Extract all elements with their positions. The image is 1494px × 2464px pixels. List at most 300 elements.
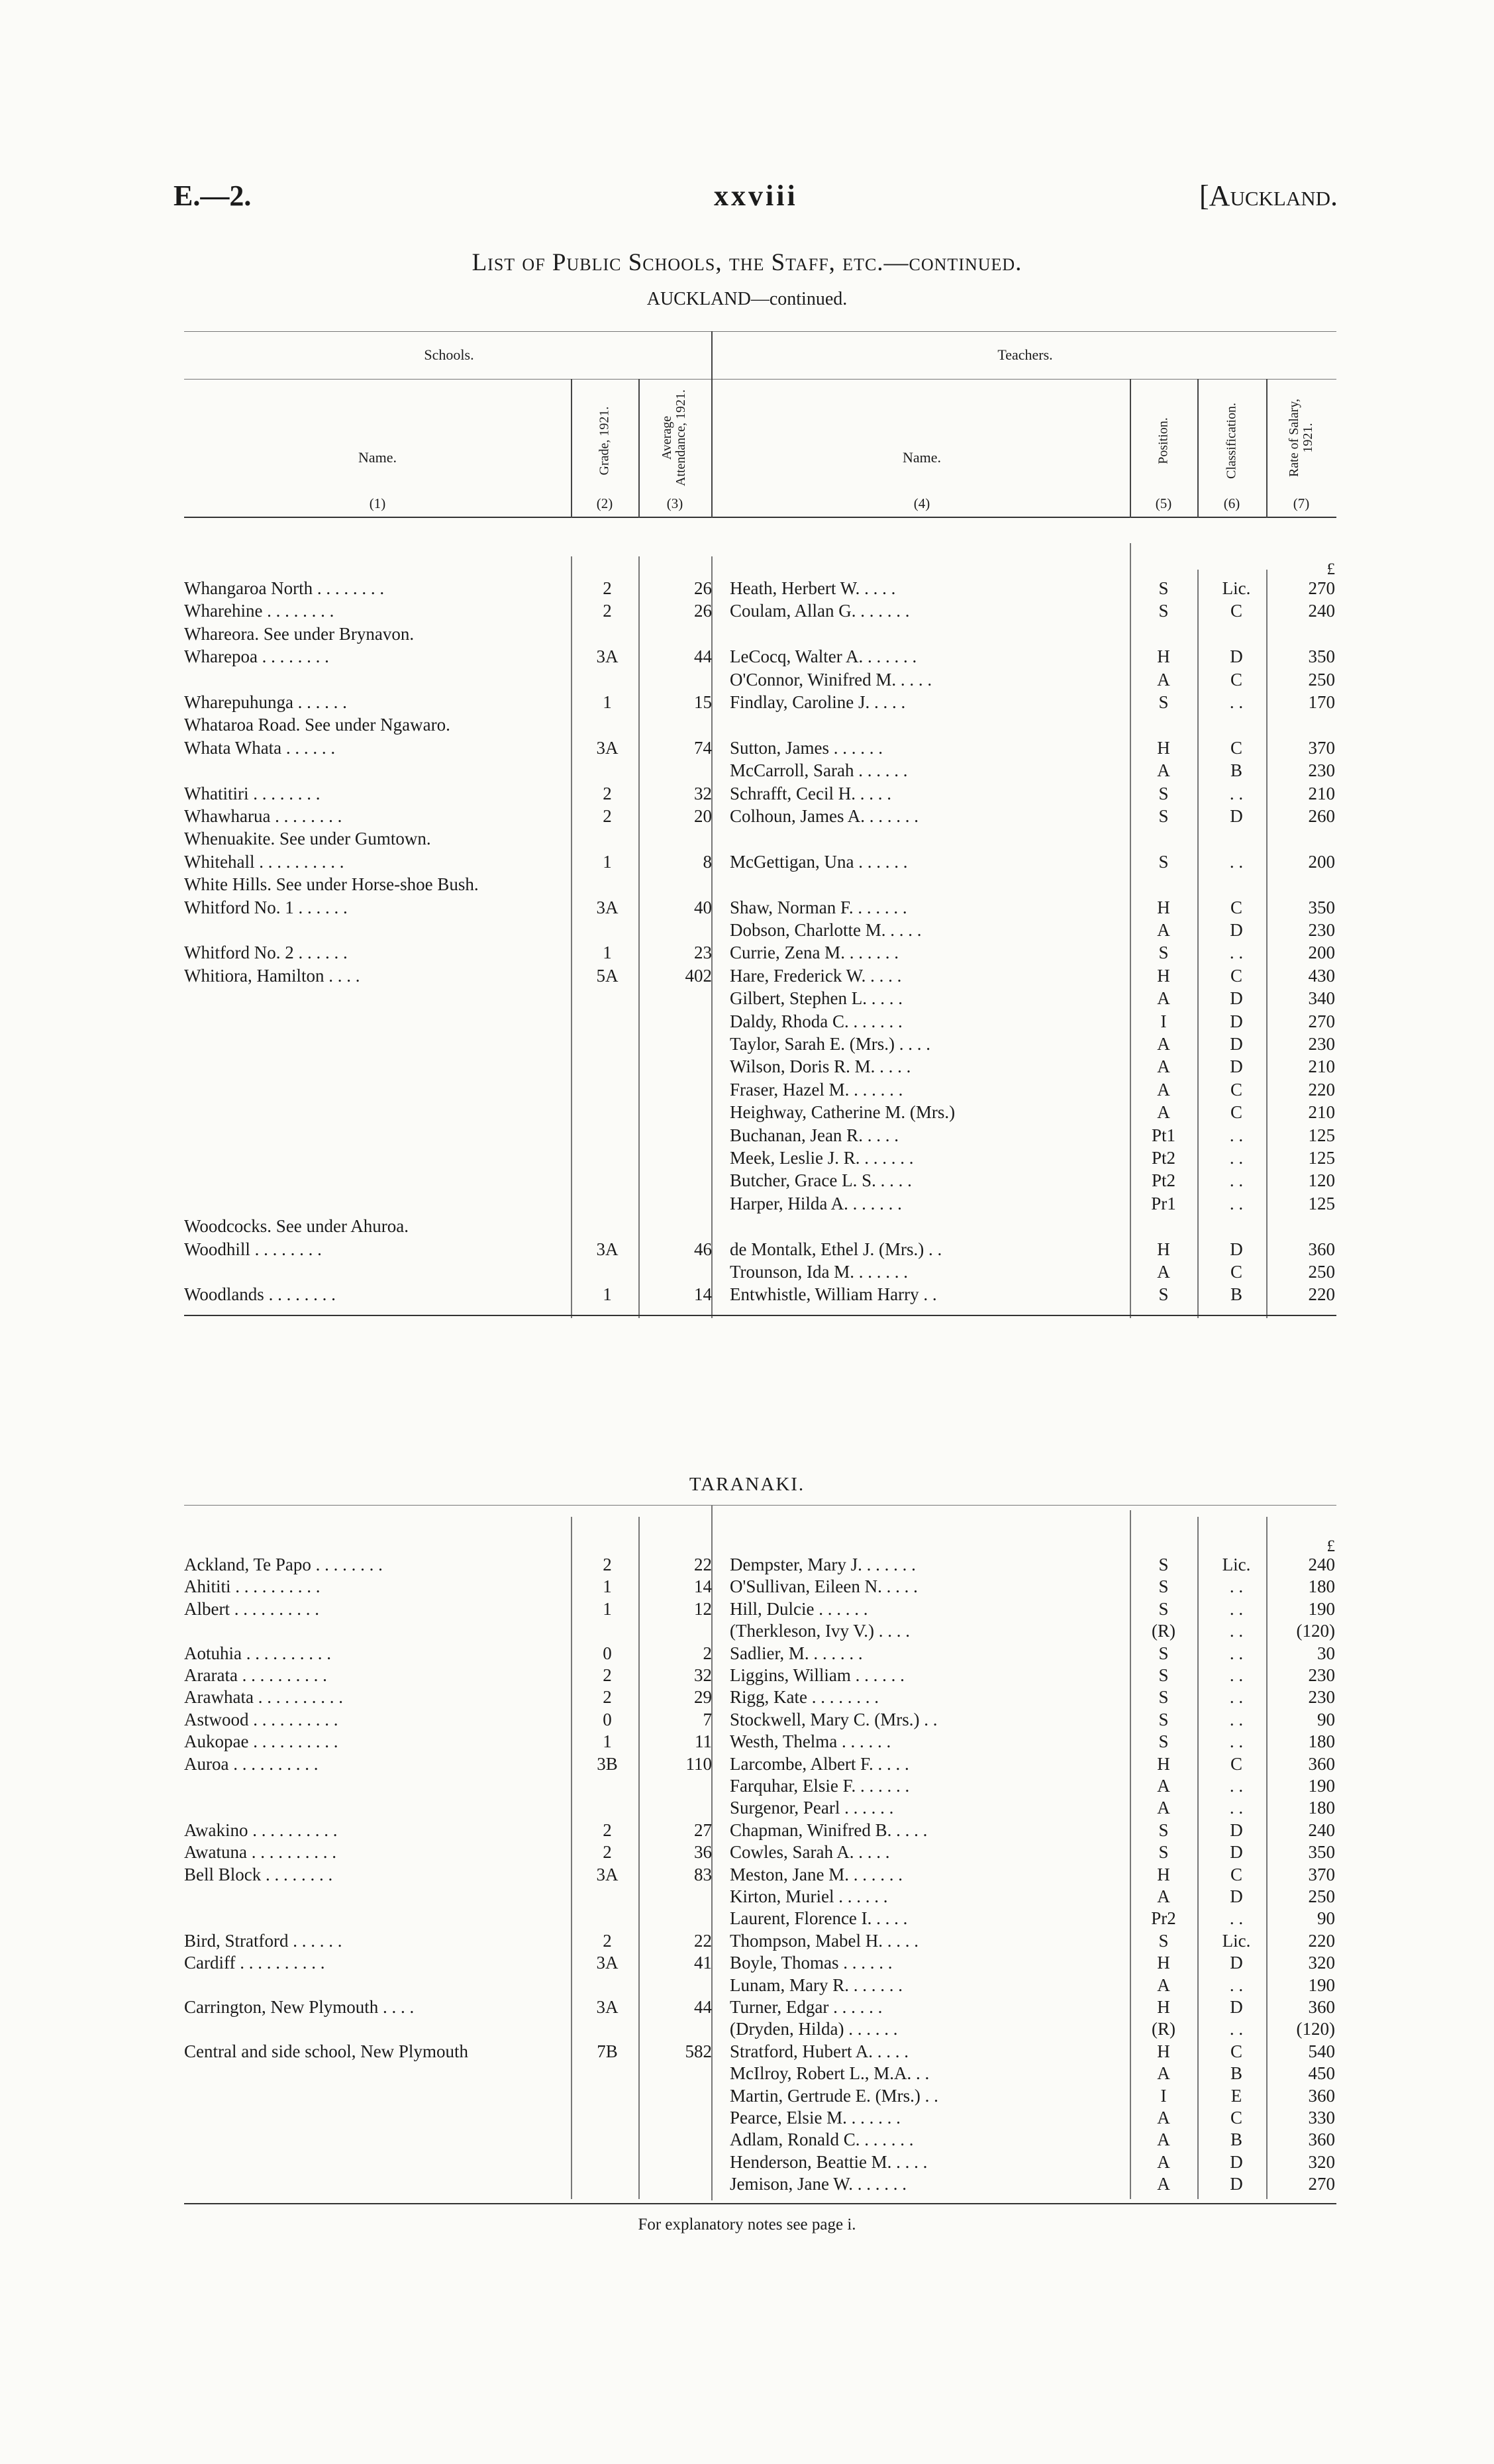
teacher-name-cell: McCarroll, Sarah . . . . . . — [730, 760, 908, 781]
teacher-name-cell: Cowles, Sarah A. . . . . — [730, 1842, 890, 1863]
classification-cell: D — [1230, 1034, 1243, 1054]
classification-cell: . . — [1229, 2019, 1244, 2039]
grade-cell: 2 — [603, 1665, 612, 1685]
salary-cell: 220 — [1308, 1930, 1335, 1951]
attendance-cell: 40 — [694, 897, 712, 917]
table-row — [0, 1215, 1494, 1237]
attendance-cell: 26 — [694, 578, 712, 598]
classification-cell: Lic. — [1222, 1555, 1251, 1574]
taranaki-top-rule — [184, 1505, 1336, 1506]
table-row — [0, 2041, 1494, 2063]
table-row — [0, 646, 1494, 668]
table-row — [0, 942, 1494, 964]
attendance-cell: 36 — [694, 1842, 712, 1863]
position-cell: (R) — [1152, 1621, 1175, 1641]
salary-cell: 240 — [1308, 1555, 1335, 1574]
salary-cell: 250 — [1308, 1886, 1335, 1906]
position-cell: S — [1158, 601, 1169, 621]
table-row — [0, 1731, 1494, 1753]
salary-cell: 190 — [1308, 1598, 1335, 1619]
teacher-name-cell: Taylor, Sarah E. (Mrs.) . . . . — [730, 1034, 930, 1054]
table-row — [0, 2107, 1494, 2129]
classification-cell: . . — [1229, 1621, 1244, 1641]
table-row — [0, 669, 1494, 691]
classification-cell: D — [1230, 988, 1243, 1009]
classification-cell: . . — [1229, 1709, 1244, 1729]
salary-cell: 180 — [1308, 1731, 1335, 1752]
grade-cell: 3A — [596, 1953, 619, 1973]
classification-cell: D — [1230, 806, 1243, 826]
school-name-cell: Astwood . . . . . . . . . . — [184, 1709, 338, 1729]
table-row — [0, 1864, 1494, 1886]
attendance-cell: 83 — [694, 1864, 712, 1884]
salary-cell: 240 — [1308, 1820, 1335, 1840]
attendance-cell: 44 — [694, 646, 712, 667]
teacher-name-cell: Gilbert, Stephen L. . . . . — [730, 988, 903, 1009]
teacher-name-cell: Adlam, Ronald C. . . . . . . — [730, 2130, 914, 2150]
teacher-name-cell: Entwhistle, William Harry . . — [730, 1284, 937, 1305]
teacher-name-cell: Butcher, Grace L. S. . . . . — [730, 1170, 912, 1191]
teacher-name-cell: O'Sullivan, Eileen N. . . . . — [730, 1576, 918, 1597]
position-cell: S — [1158, 1820, 1169, 1840]
taranaki-currency-symbol: £ — [1326, 1537, 1335, 1555]
page-code: E.—2. — [174, 180, 252, 212]
attendance-cell: 23 — [694, 943, 712, 963]
table-row — [0, 1102, 1494, 1123]
teacher-name-cell: Sadlier, M. . . . . . . — [730, 1643, 863, 1663]
classification-cell: C — [1230, 601, 1242, 621]
school-name-heading: Name. — [358, 449, 397, 466]
teacher-name-cell: (Therkleson, Ivy V.) . . . . — [730, 1621, 910, 1641]
position-cell: H — [1157, 737, 1170, 758]
teacher-name-cell: Coulam, Allan G. . . . . . . — [730, 601, 910, 621]
position-cell: S — [1158, 692, 1169, 712]
classification-cell: D — [1230, 1997, 1243, 2017]
school-name-cell: Whangaroa North . . . . . . . . — [184, 578, 385, 598]
attendance-cell: 14 — [694, 1284, 712, 1305]
salary-cell: 190 — [1308, 1776, 1335, 1796]
salary-cell: 430 — [1308, 965, 1335, 986]
attendance-cell: 74 — [694, 737, 712, 758]
table-row — [0, 1952, 1494, 1974]
classification-cell: . . — [1229, 1193, 1244, 1213]
salary-cell: 90 — [1317, 1709, 1335, 1729]
teacher-name-cell: Jemison, Jane W. . . . . . . — [730, 2174, 907, 2194]
table-row — [0, 2151, 1494, 2173]
col-num-1: (1) — [369, 495, 386, 511]
salary-cell: 360 — [1308, 1997, 1335, 2017]
footer-note: For explanatory notes see page i. — [638, 2216, 856, 2233]
teacher-name-cell: Turner, Edgar . . . . . . — [730, 1997, 883, 2017]
position-cell: H — [1157, 1953, 1170, 1973]
position-cell: A — [1157, 1079, 1170, 1100]
grade-cell: 3A — [596, 897, 619, 917]
school-name-cell: Ararata . . . . . . . . . . — [184, 1665, 327, 1685]
school-name-cell: Ahititi . . . . . . . . . . — [184, 1576, 321, 1597]
salary-cell: 270 — [1308, 578, 1335, 598]
grade-cell: 0 — [603, 1643, 612, 1663]
position-cell: H — [1157, 897, 1170, 917]
school-name-cell: Bird, Stratford . . . . . . — [184, 1930, 342, 1951]
position-cell: A — [1157, 1034, 1170, 1054]
table-row — [0, 1996, 1494, 2018]
classification-cell: C — [1230, 1079, 1242, 1100]
table-row — [0, 919, 1494, 941]
school-name-cell: Whataroa Road. See under Ngawaro. — [184, 715, 450, 735]
grade-cell: 3A — [596, 1864, 619, 1884]
classification-cell: Lic. — [1222, 1930, 1251, 1951]
position-cell: Pt2 — [1151, 1148, 1176, 1168]
teacher-name-cell: Rigg, Kate . . . . . . . . — [730, 1687, 879, 1708]
grade-cell: 1 — [603, 1731, 612, 1752]
teacher-name-cell: Schrafft, Cecil H. . . . . — [730, 783, 891, 803]
classification-heading: Classification. — [1224, 403, 1239, 479]
school-name-cell: Whitehall . . . . . . . . . . — [184, 851, 344, 872]
position-cell: A — [1157, 2063, 1170, 2084]
position-cell: A — [1157, 669, 1170, 690]
position-cell: A — [1157, 1102, 1170, 1123]
table-row — [0, 2129, 1494, 2151]
school-name-cell: Woodlands . . . . . . . . — [184, 1284, 336, 1305]
position-cell: A — [1157, 920, 1170, 940]
table-row — [0, 1820, 1494, 1841]
position-cell: S — [1158, 1687, 1169, 1708]
table-row — [0, 1033, 1494, 1055]
col-num-3: (3) — [666, 495, 683, 511]
attendance-cell: 7 — [703, 1709, 712, 1729]
attendance-cell: 44 — [694, 1997, 712, 2017]
school-name-cell: Whawharua . . . . . . . . — [184, 806, 342, 826]
salary-cell: 250 — [1308, 669, 1335, 690]
table-row — [0, 578, 1494, 599]
attendance-heading: Average Attendance, 1921. — [660, 389, 688, 487]
classification-cell: D — [1230, 1820, 1243, 1840]
grade-cell: 2 — [603, 1842, 612, 1863]
teacher-name-cell: Henderson, Beattie M. . . . . — [730, 2151, 928, 2172]
salary-cell: 220 — [1308, 1284, 1335, 1305]
schools-group-heading: Schools. — [424, 346, 474, 363]
classification-cell: C — [1230, 1262, 1242, 1282]
header-bottom-rule — [184, 517, 1336, 518]
attendance-cell: 402 — [685, 965, 712, 986]
classification-cell: C — [1230, 965, 1242, 986]
school-name-cell: Woodcocks. See under Ahuroa. — [184, 1216, 409, 1237]
table-row — [0, 1193, 1494, 1215]
attendance-cell: 29 — [694, 1687, 712, 1708]
teachers-group-heading: Teachers. — [997, 346, 1053, 363]
position-cell: H — [1157, 646, 1170, 667]
teacher-name-cell: LeCocq, Walter A. . . . . . . — [730, 646, 917, 667]
teacher-name-cell: Heath, Herbert W. . . . . — [730, 578, 896, 598]
grade-cell: 1 — [603, 1576, 612, 1597]
teacher-name-cell: O'Connor, Winifred M. . . . . — [730, 669, 932, 690]
teacher-name-cell: Kirton, Muriel . . . . . . — [730, 1886, 888, 1906]
salary-cell: 320 — [1308, 2151, 1335, 2172]
teacher-name-cell: Heighway, Catherine M. (Mrs.) — [730, 1102, 956, 1123]
salary-cell: (120) — [1296, 1621, 1335, 1641]
classification-cell: C — [1230, 2041, 1242, 2061]
salary-cell: 200 — [1308, 851, 1335, 872]
position-heading: Position. — [1156, 417, 1171, 464]
table-row — [0, 988, 1494, 1009]
table-row — [0, 1686, 1494, 1708]
classification-cell: B — [1230, 760, 1242, 781]
classification-cell: . . — [1229, 1731, 1244, 1752]
teacher-name-cell: Laurent, Florence I. . . . . — [730, 1908, 908, 1929]
grade-cell: 1 — [603, 943, 612, 963]
attendance-cell: 22 — [694, 1555, 712, 1574]
attendance-cell: 32 — [694, 1665, 712, 1685]
grade-cell: 2 — [603, 1555, 612, 1574]
salary-cell: 360 — [1308, 1753, 1335, 1774]
salary-cell: 125 — [1308, 1148, 1335, 1168]
table-row — [0, 1079, 1494, 1101]
position-cell: H — [1157, 1239, 1170, 1259]
position-cell: I — [1160, 1011, 1167, 1031]
position-cell: S — [1158, 851, 1169, 872]
table-row — [0, 1975, 1494, 1996]
position-cell: S — [1158, 1930, 1169, 1951]
salary-cell: 230 — [1308, 1687, 1335, 1708]
classification-cell: Lic. — [1222, 578, 1251, 598]
grade-cell: 3A — [596, 646, 619, 667]
classification-cell: . . — [1229, 1975, 1244, 1995]
page-region: [Auckland. — [1199, 180, 1338, 212]
school-name-cell: Wharehine . . . . . . . . — [184, 601, 334, 621]
teacher-name-cell: Larcombe, Albert F. . . . . — [730, 1753, 909, 1774]
grade-cell: 2 — [603, 1687, 612, 1708]
salary-cell: 220 — [1308, 1079, 1335, 1100]
teacher-name-cell: McIlroy, Robert L., M.A. . . — [730, 2063, 930, 2084]
salary-cell: 350 — [1308, 897, 1335, 917]
teacher-name-cell: Dempster, Mary J. . . . . . . — [730, 1555, 916, 1574]
classification-cell: D — [1230, 920, 1243, 940]
region-subtitle: AUCKLAND—continued. — [646, 289, 848, 309]
school-name-cell: Whata Whata . . . . . . — [184, 737, 336, 758]
table-row — [0, 1239, 1494, 1260]
grade-cell: 1 — [603, 1284, 612, 1305]
salary-cell: 260 — [1308, 806, 1335, 826]
classification-cell: . . — [1229, 1687, 1244, 1708]
grade-cell: 3A — [596, 1997, 619, 2017]
school-name-cell: Aotuhia . . . . . . . . . . — [184, 1643, 331, 1663]
school-name-cell: Woodhill . . . . . . . . — [184, 1239, 322, 1259]
position-cell: A — [1157, 1975, 1170, 1995]
teacher-name-cell: Surgenor, Pearl . . . . . . — [730, 1798, 894, 1818]
table-row — [0, 965, 1494, 987]
salary-cell: 200 — [1308, 943, 1335, 963]
salary-cell: 360 — [1308, 2130, 1335, 2150]
currency-symbol: £ — [1326, 560, 1335, 578]
teacher-name-cell: Buchanan, Jean R. . . . . — [730, 1125, 899, 1145]
teacher-name-cell: Harper, Hilda A. . . . . . . — [730, 1193, 902, 1213]
table-row — [0, 1709, 1494, 1731]
table-row — [0, 1554, 1494, 1576]
school-name-cell: Whatitiri . . . . . . . . — [184, 783, 321, 803]
attendance-cell: 20 — [694, 806, 712, 826]
classification-cell: B — [1230, 2063, 1242, 2084]
position-cell: A — [1157, 1776, 1170, 1796]
classification-cell: E — [1230, 2085, 1242, 2106]
position-cell: Pt2 — [1151, 1170, 1176, 1191]
grade-cell: 0 — [603, 1709, 612, 1729]
teacher-name-cell: Liggins, William . . . . . . — [730, 1665, 905, 1685]
school-name-cell: Carrington, New Plymouth . . . . — [184, 1997, 415, 2017]
classification-cell: . . — [1229, 1665, 1244, 1685]
salary-cell: 230 — [1308, 1034, 1335, 1054]
attendance-cell: 12 — [694, 1598, 712, 1619]
position-cell: S — [1158, 1576, 1169, 1597]
salary-cell: 250 — [1308, 1262, 1335, 1282]
school-name-cell: Whitford No. 2 . . . . . . — [184, 943, 348, 963]
salary-cell: 450 — [1308, 2063, 1335, 2084]
salary-cell: 270 — [1308, 1011, 1335, 1031]
table-row — [0, 714, 1494, 736]
table-row — [0, 1170, 1494, 1192]
salary-cell: 320 — [1308, 1953, 1335, 1973]
classification-cell: . . — [1229, 692, 1244, 712]
table-row — [0, 1643, 1494, 1665]
position-cell: A — [1157, 2174, 1170, 2194]
classification-cell: B — [1230, 1284, 1242, 1305]
position-cell: H — [1157, 1753, 1170, 1774]
salary-cell: 350 — [1308, 1842, 1335, 1863]
position-cell: S — [1158, 1643, 1169, 1663]
table-row — [0, 1147, 1494, 1169]
table-row — [0, 1576, 1494, 1598]
table-row — [0, 1797, 1494, 1819]
classification-cell: D — [1230, 1056, 1243, 1077]
page-number: xxviii — [714, 180, 798, 212]
table-row — [0, 2085, 1494, 2107]
table-row — [0, 828, 1494, 850]
salary-cell: 210 — [1308, 1056, 1335, 1077]
position-cell: Pt1 — [1151, 1125, 1176, 1145]
teacher-name-cell: de Montalk, Ethel J. (Mrs.) . . — [730, 1239, 942, 1259]
salary-cell: 120 — [1308, 1170, 1335, 1191]
table-row — [0, 1908, 1494, 1929]
position-cell: S — [1158, 578, 1169, 598]
teacher-name-cell: Thompson, Mabel H. . . . . — [730, 1930, 919, 1951]
salary-cell: 180 — [1308, 1576, 1335, 1597]
salary-cell: 230 — [1308, 760, 1335, 781]
attendance-cell: 11 — [695, 1731, 712, 1752]
school-name-cell: Wharepoa . . . . . . . . — [184, 646, 329, 667]
teacher-name-cell: Stratford, Hubert A. . . . . — [730, 2041, 909, 2061]
attendance-cell: 27 — [694, 1820, 712, 1840]
attendance-cell: 110 — [685, 1753, 712, 1774]
table-row — [0, 2063, 1494, 2084]
teacher-name-cell: Dobson, Charlotte M. . . . . — [730, 920, 922, 940]
school-name-cell: Whitiora, Hamilton . . . . — [184, 965, 360, 986]
position-cell: S — [1158, 806, 1169, 826]
position-cell: S — [1158, 1842, 1169, 1863]
teacher-name-cell: Pearce, Elsie M. . . . . . . — [730, 2108, 901, 2128]
classification-cell: . . — [1229, 1798, 1244, 1818]
table-row — [0, 1930, 1494, 1952]
salary-cell: 210 — [1308, 1102, 1335, 1123]
school-name-cell: Albert . . . . . . . . . . — [184, 1598, 319, 1619]
header-top-rule — [184, 331, 1336, 332]
teacher-name-cell: Sutton, James . . . . . . — [730, 737, 883, 758]
school-name-cell: Central and side school, New Plymouth — [184, 2041, 468, 2061]
classification-cell: D — [1230, 1239, 1243, 1259]
classification-cell: C — [1230, 737, 1242, 758]
classification-cell: . . — [1229, 1125, 1244, 1145]
table-row — [0, 1125, 1494, 1147]
classification-cell: . . — [1229, 783, 1244, 803]
school-name-cell: Whareora. See under Brynavon. — [184, 623, 415, 644]
position-cell: S — [1158, 1709, 1169, 1729]
classification-cell: . . — [1229, 1643, 1244, 1663]
grade-cell: 2 — [603, 601, 612, 621]
classification-cell: C — [1230, 897, 1242, 917]
school-name-cell: Awakino . . . . . . . . . . — [184, 1820, 338, 1840]
school-name-cell: Auroa . . . . . . . . . . — [184, 1753, 319, 1774]
classification-cell: B — [1230, 2130, 1242, 2150]
position-cell: H — [1157, 1864, 1170, 1884]
attendance-cell: 14 — [694, 1576, 712, 1597]
table-row — [0, 2018, 1494, 2040]
grade-cell: 1 — [603, 692, 612, 712]
classification-cell: C — [1230, 2108, 1242, 2128]
school-name-cell: Whenuakite. See under Gumtown. — [184, 829, 431, 849]
table-row — [0, 600, 1494, 622]
teacher-name-cell: Martin, Gertrude E. (Mrs.) . . — [730, 2085, 938, 2106]
grade-cell: 7B — [597, 2041, 618, 2061]
salary-cell: 170 — [1308, 692, 1335, 712]
teacher-name-cell: Wilson, Doris R. M. . . . . — [730, 1056, 911, 1077]
table-row — [0, 851, 1494, 873]
teacher-name-cell: Chapman, Winifred B. . . . . — [730, 1820, 928, 1840]
attendance-cell: 41 — [694, 1953, 712, 1973]
teacher-name-cell: Findlay, Caroline J. . . . . — [730, 692, 906, 712]
grade-cell: 5A — [596, 965, 619, 986]
table-row — [0, 1620, 1494, 1642]
teacher-name-cell: Hill, Dulcie . . . . . . — [730, 1598, 868, 1619]
position-cell: A — [1157, 1056, 1170, 1077]
position-cell: S — [1158, 1555, 1169, 1574]
classification-cell: D — [1230, 2174, 1243, 2194]
classification-cell: . . — [1229, 1148, 1244, 1168]
classification-cell: D — [1230, 1842, 1243, 1863]
position-cell: A — [1157, 1886, 1170, 1906]
col-num-2: (2) — [596, 495, 613, 511]
teacher-name-cell: Meek, Leslie J. R. . . . . . . — [730, 1148, 914, 1168]
position-cell: S — [1158, 1731, 1169, 1752]
table-row — [0, 623, 1494, 645]
classification-cell: C — [1230, 1102, 1242, 1123]
teacher-name-cell: Stockwell, Mary C. (Mrs.) . . — [730, 1709, 938, 1729]
col-num-7: (7) — [1293, 495, 1310, 511]
teacher-name-cell: Shaw, Norman F. . . . . . . — [730, 897, 907, 917]
grade-cell: 3B — [597, 1753, 618, 1774]
attendance-cell: 15 — [694, 692, 712, 712]
grade-cell: 2 — [603, 1930, 612, 1951]
position-cell: S — [1158, 1284, 1169, 1305]
teacher-name-cell: McGettigan, Una . . . . . . — [730, 851, 908, 872]
classification-cell: . . — [1229, 1908, 1244, 1929]
school-name-cell: Bell Block . . . . . . . . — [184, 1864, 333, 1884]
table-row — [0, 692, 1494, 713]
salary-cell: (120) — [1296, 2019, 1335, 2039]
teacher-name-cell: Farquhar, Elsie F. . . . . . . — [730, 1776, 910, 1796]
taranaki-heading: TARANAKI. — [689, 1474, 805, 1495]
table-row — [0, 1665, 1494, 1686]
position-cell: S — [1158, 1665, 1169, 1685]
attendance-cell: 2 — [703, 1643, 712, 1663]
taranaki-bottom-rule — [184, 2203, 1336, 2204]
